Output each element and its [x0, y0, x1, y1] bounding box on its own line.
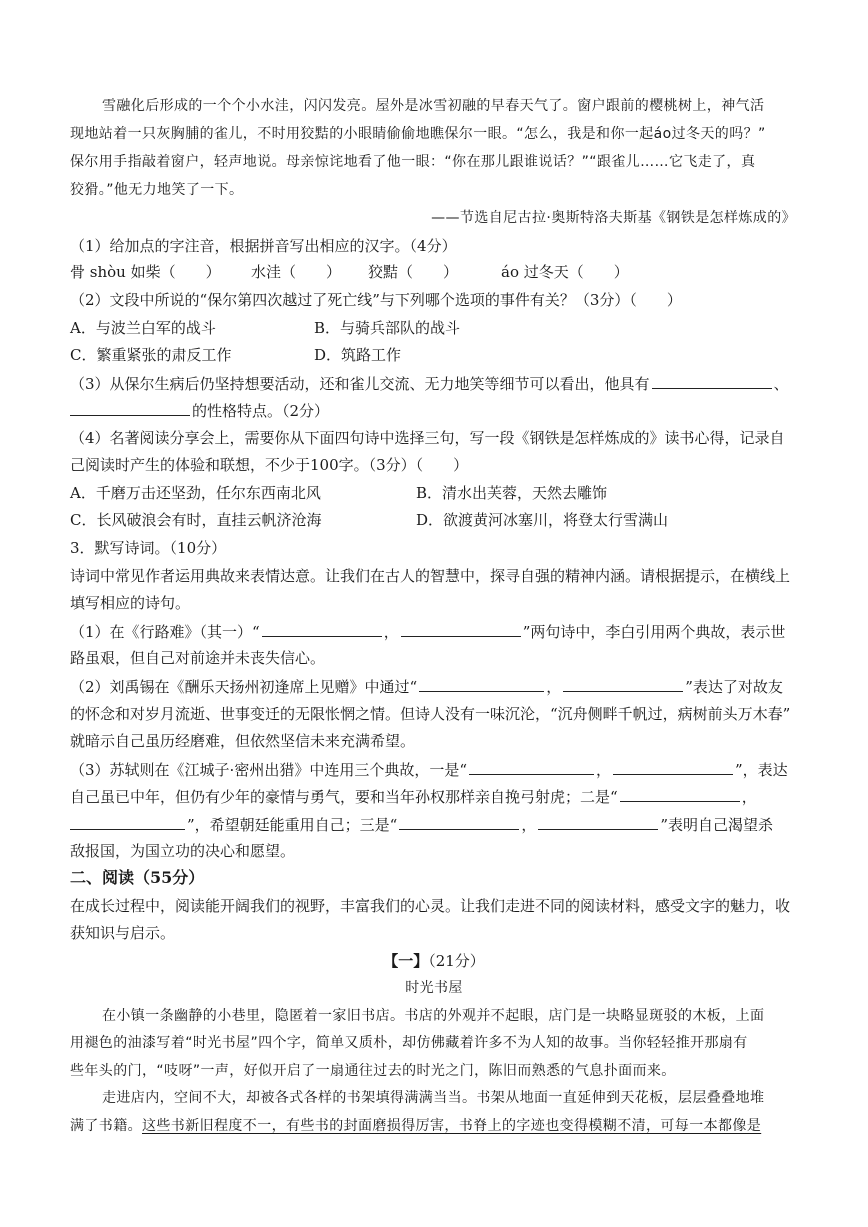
question-1-items — [70, 262, 629, 282]
text: 满了书籍。 — [70, 1118, 142, 1134]
poem-blank[interactable] — [613, 759, 733, 775]
q3-blank-1[interactable] — [652, 373, 772, 389]
q3-text: 的性格特点。（2分） — [192, 402, 330, 420]
q1-item: 骨 shòu 如柴（ ） — [70, 263, 221, 281]
q2-option-d: D．筑路工作 — [314, 346, 402, 364]
poem-blank[interactable] — [563, 676, 683, 692]
q2-option-a: A．与波兰白军的战斗 — [70, 319, 216, 337]
text: 自己虽已中年，但仍有少年的豪情与勇气，要和当年孙权那样亲自挽弓射虎；二是“ — [70, 788, 618, 806]
poem-question-3 — [70, 759, 788, 780]
section-heading: 二、阅读（55分） — [70, 868, 205, 887]
text: ， — [383, 623, 399, 641]
text: （3）苏轼则在《江城子·密州出猎》中连用三个典故，一是“ — [70, 761, 467, 779]
essay-line: 在小镇一条幽静的小巷里，隐匿着一家旧书店。书店的外观并不起眼，店门是一块略显斑驳的木板，上面 — [102, 1008, 765, 1024]
passage-line: 狡猾。”他无力地笑了一下。 — [70, 182, 244, 198]
passage-line: 现地站着一只灰胸脯的雀儿，不时用狡黠的小眼睛偷偷地瞧保尔一眼。“怎么，我是和你一起áo过冬天的吗？” — [70, 126, 766, 142]
passage-source: ——节选自尼古拉·奥斯特洛夫斯基《钢铁是怎样炼成的》 — [431, 210, 796, 226]
text: （2）刘禹锡在《酬乐天扬州初逢席上见赠》中通过“ — [70, 678, 418, 696]
text: ， — [521, 816, 537, 834]
q1-item: 狡黠（ ） — [368, 263, 459, 281]
text: ”表明自己渴望杀 — [660, 816, 774, 834]
essay-line: 些年头的门，“吱呀”一声，好似开启了一扇通往过去的时光之门，陈旧而熟悉的气息扑面而来。 — [70, 1063, 676, 1079]
reading-intro: 获知识与启示。 — [70, 924, 176, 942]
question-4-line1: （4）名著阅读分享会上，需要你从下面四句诗中选择三句，写一段《钢铁是怎样炼成的》读书心得，记录自 — [70, 429, 785, 447]
q3-blank-2[interactable] — [70, 400, 190, 416]
question-2-stem: （2）文段中所说的“保尔第四次越过了死亡线”与下列哪个选项的事件有关？（3分）（ ） — [70, 291, 682, 309]
part-score: （21分） — [428, 952, 485, 970]
question-1-stem: （1）给加点的字注音，根据拼音写出相应的汉字。（4分） — [70, 237, 457, 255]
poem-question-1-cont: 路虽艰，但自己对前途并未丧失信心。 — [70, 649, 326, 667]
poem-question-3-cont — [70, 814, 773, 835]
section-3-intro: 填写相应的诗句。 — [70, 594, 191, 612]
text: ， — [741, 788, 757, 806]
essay-line — [70, 1116, 761, 1136]
poem-question-3-cont: 敌报国，为国立功的决心和愿望。 — [70, 842, 296, 860]
poem-question-2-cont: 的怀念和对岁月流逝、世事变迁的无限怅惘之情。但诗人没有一味沉沦，“沉舟侧畔千帆过，病树前头万木春” — [70, 705, 791, 723]
reading-intro: 在成长过程中，阅读能开阔我们的视野，丰富我们的心灵。让我们走进不同的阅读材料，感受文字的魅力，收 — [70, 897, 791, 915]
section-3-intro: 诗词中常见作者运用典故来表情达意。让我们在古人的智慧中，探寻自强的精神内涵。请根据提示，在横线上 — [70, 567, 791, 585]
q4-option-c: C．长风破浪会有时，直挂云帆济沧海 — [70, 511, 322, 529]
essay-title: 时光书屋 — [405, 980, 463, 996]
underlined-sentence: 这些书新旧程度不一，有些书的封面磨损得厉害，书脊上的字迹也变得模糊不清，可每一本都像是 — [142, 1118, 762, 1134]
q2-option-c: C．繁重紧张的肃反工作 — [70, 346, 232, 364]
poem-question-1 — [70, 621, 785, 642]
q1-item: 水洼（ ） — [251, 263, 342, 281]
passage-line: 雪融化后形成的一个个小水洼，闪闪发亮。屋外是冰雪初融的早春天气了。窗户跟前的樱桃树上，神气活 — [102, 98, 765, 114]
poem-blank[interactable] — [419, 676, 544, 692]
text: ， — [595, 761, 611, 779]
poem-question-2 — [70, 676, 783, 697]
text: ”两句诗中，李白引用两个典故，表示世 — [522, 623, 786, 641]
essay-line: 用褪色的油漆写着“时光书屋”四个字，简单又质朴，却仿佛藏着许多不为人知的故事。当你轻轻推开那扇有 — [70, 1035, 748, 1051]
question-3-line2 — [70, 400, 329, 421]
poem-blank[interactable] — [70, 814, 185, 830]
section-3-title: 3．默写诗词。（10分） — [70, 539, 227, 557]
text: ”，表达 — [735, 761, 788, 779]
question-3-line1 — [70, 373, 789, 394]
poem-blank[interactable] — [401, 621, 521, 637]
question-4-options-ab — [70, 483, 607, 503]
poem-blank[interactable] — [620, 786, 740, 802]
poem-blank[interactable] — [399, 814, 519, 830]
q3-sep: 、 — [773, 375, 789, 393]
question-2-options-ab — [70, 318, 460, 338]
text: ， — [546, 678, 562, 696]
part-number: 【一】 — [383, 952, 429, 970]
passage-line: 保尔用手指敲着窗户，轻声地说。母亲惊诧地看了他一眼：“你在那儿跟谁说话？”“跟雀儿……它飞走了，真 — [70, 154, 756, 170]
q4-option-d: D．欲渡黄河冰塞川，将登太行雪满山 — [416, 511, 669, 529]
text: ”，希望朝廷能重用自己；三是“ — [187, 816, 398, 834]
text: （1）在《行路难》（其一）“ — [70, 623, 260, 641]
essay-line: 走进店内，空间不大，却被各式各样的书架填得满满当当。书架从地面一直延伸到天花板，层层叠叠地堆 — [102, 1090, 765, 1106]
question-4-options-cd — [70, 510, 668, 530]
q3-text: （3）从保尔生病后仍坚持想要活动，还和雀儿交流、无力地笑等细节可以看出，他具有 — [70, 375, 650, 393]
q4-option-a: A．千磨万击还坚劲，任尔东西南北风 — [70, 484, 321, 502]
poem-blank[interactable] — [262, 621, 382, 637]
question-4-line2: 己阅读时产生的体验和联想，不少于100字。（3分）（ ） — [70, 456, 469, 474]
q4-option-b: B．清水出芙蓉，天然去雕饰 — [416, 484, 608, 502]
question-2-options-cd — [70, 345, 401, 365]
reading-part-label — [0, 951, 868, 971]
q1-item: áo 过冬天（ ） — [501, 263, 629, 281]
poem-blank[interactable] — [538, 814, 658, 830]
q2-option-b: B．与骑兵部队的战斗 — [314, 319, 461, 337]
poem-question-3-cont — [70, 786, 757, 807]
text: ”表达了对故友 — [685, 678, 783, 696]
poem-question-2-cont: 就暗示自己虽历经磨难，但依然坚信未来充满希望。 — [70, 732, 416, 750]
poem-blank[interactable] — [469, 759, 594, 775]
